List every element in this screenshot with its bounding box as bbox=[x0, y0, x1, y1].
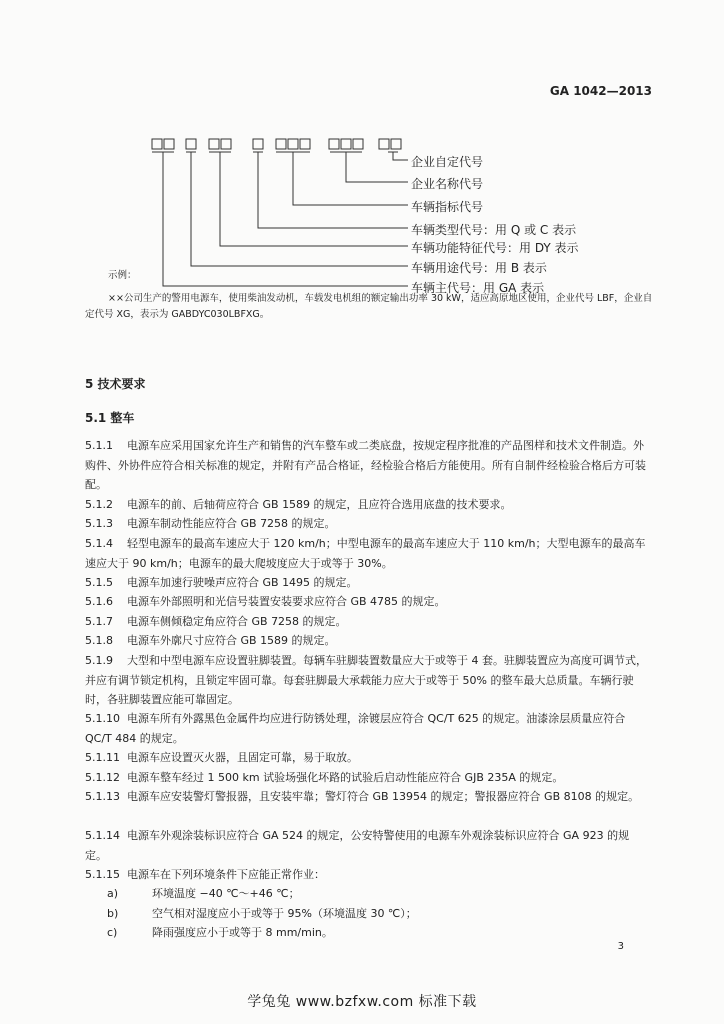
list-text: 降雨强度应小于或等于 8 mm/min。 bbox=[152, 926, 333, 940]
diagram-label-index-code: 车辆指标代号 bbox=[411, 200, 484, 214]
clause-number: 5.1.15 bbox=[85, 868, 120, 881]
clause-number: 5.1.12 bbox=[85, 771, 120, 784]
diagram-label-company-code: 企业名称代号 bbox=[411, 177, 484, 191]
clause-5-1-2 bbox=[85, 495, 650, 515]
clause-text: 电源车所有外露黑色金属件均应进行防锈处理，涂镀层应符合 QC/T 625 的规定。油漆涂层质量应符合 QC/T 484 的规定。 bbox=[85, 712, 626, 745]
clause-number: 5.1.9 bbox=[85, 654, 113, 667]
example-title: 示例： bbox=[108, 270, 137, 281]
clause-text: 电源车应安装警灯警报器，且安装牢靠；警灯符合 GB 13954 的规定；警报器应符合 GB 8108 的规定。 bbox=[127, 790, 640, 803]
standard-code: GA 1042—2013 bbox=[549, 84, 652, 98]
clause-5-1-1 bbox=[85, 436, 650, 495]
clause-5-1-10 bbox=[85, 709, 650, 748]
clause-text: 电源车在下列环境条件下应能正常作业： bbox=[127, 868, 325, 881]
list-marker: b) bbox=[107, 906, 119, 920]
clause-number: 5.1.6 bbox=[85, 595, 113, 608]
footer-watermark: 学兔兔 www.bzfxw.com 标准下载 bbox=[247, 994, 477, 1010]
clause-number: 5.1.5 bbox=[85, 576, 113, 589]
clause-number: 5.1.4 bbox=[85, 537, 113, 550]
clause-5-1-7 bbox=[85, 612, 650, 632]
diagram-label-type-code: 车辆类型代号：用 Q 或 C 表示 bbox=[411, 223, 577, 237]
clause-5-1-5 bbox=[85, 573, 650, 593]
diagram-label-usage-code: 车辆用途代号：用 B 表示 bbox=[411, 261, 547, 275]
clause-text: 电源车应采用国家允许生产和销售的汽车整车或二类底盘，按规定程序批准的产品图样和技术文件制造。外购件、外协件应符合相关标准的规定，并附有产品合格证，经检验合格后方能使用。所有自制件经检验合格后方可装配。 bbox=[85, 439, 646, 492]
clause-5-1-14 bbox=[85, 826, 650, 865]
clause-number: 5.1.13 bbox=[85, 790, 120, 803]
clause-text: 电源车外部照明和光信号装置安装要求应符合 GB 4785 的规定。 bbox=[127, 595, 446, 608]
clause-text: 电源车应设置灭火器，且固定可靠，易于取放。 bbox=[127, 751, 358, 764]
list-text: 空气相对湿度应小于或等于 95%（环境温度 30 ℃）； bbox=[152, 906, 417, 920]
clause-number: 5.1.11 bbox=[85, 751, 120, 764]
diagram-label-function-code: 车辆功能特征代号：用 DY 表示 bbox=[411, 241, 579, 255]
section-heading-5: 5 技术要求 bbox=[85, 377, 146, 391]
clause-text: 电源车外观涂装标识应符合 GA 524 的规定，公安特警使用的电源车外观涂装标识应符合 GA 923 的规定。 bbox=[85, 829, 630, 862]
clause-number: 5.1.2 bbox=[85, 498, 113, 511]
diagram-label-custom-code: 企业自定代号 bbox=[411, 155, 484, 169]
list-marker: a) bbox=[107, 887, 119, 900]
clause-number: 5.1.1 bbox=[85, 439, 113, 452]
conditions-list bbox=[85, 884, 417, 943]
clause-number: 5.1.3 bbox=[85, 517, 113, 530]
clause-5-1-15 bbox=[85, 865, 650, 885]
clause-5-1-8 bbox=[85, 631, 650, 651]
code-structure-diagram bbox=[0, 0, 724, 300]
list-marker: c) bbox=[107, 926, 118, 940]
clause-text: 电源车侧倾稳定角应符合 GB 7258 的规定。 bbox=[127, 615, 347, 628]
list-item bbox=[85, 923, 417, 943]
clause-5-1-3 bbox=[85, 514, 650, 534]
clause-text: 电源车制动性能应符合 GB 7258 的规定。 bbox=[127, 517, 336, 530]
list-text: 环境温度 −40 ℃～+46 ℃； bbox=[152, 887, 300, 900]
clause-text: 电源车整车经过 1 500 km 试验场强化坏路的试验后启动性能应符合 GJB 235A 的规定。 bbox=[127, 771, 564, 784]
page-number: 3 bbox=[617, 941, 624, 952]
clause-text: 电源车外廓尺寸应符合 GB 1589 的规定。 bbox=[127, 634, 336, 647]
clause-5-1-9 bbox=[85, 651, 650, 710]
clause-5-1-6 bbox=[85, 592, 650, 612]
clause-number: 5.1.14 bbox=[85, 829, 120, 842]
clause-5-1-11 bbox=[85, 748, 650, 768]
example-text: ××公司生产的警用电源车，使用柴油发动机，车载发电机组的额定输出功率 30 kW，适应高原地区使用，企业代号 LBF，企业自定代号 XG，表示为 GABDYC030LBFXG。 bbox=[85, 293, 653, 320]
clause-number: 5.1.8 bbox=[85, 634, 113, 647]
clause-5-1-13 bbox=[85, 787, 650, 807]
section-heading-5-1: 5.1 整车 bbox=[85, 411, 135, 425]
clause-number: 5.1.7 bbox=[85, 615, 113, 628]
clause-5-1-4 bbox=[85, 534, 650, 573]
clause-text: 电源车加速行驶噪声应符合 GB 1495 的规定。 bbox=[127, 576, 358, 589]
clause-text: 电源车的前、后轴荷应符合 GB 1589 的规定，且应符合选用底盘的技术要求。 bbox=[127, 498, 512, 511]
list-item bbox=[85, 904, 417, 924]
clause-number: 5.1.10 bbox=[85, 712, 120, 725]
clause-5-1-12 bbox=[85, 768, 650, 788]
list-item bbox=[85, 884, 417, 904]
clause-text: 轻型电源车的最高车速应大于 120 km/h；中型电源车的最高车速应大于 110 km/h；大型电源车的最高车速应大于 90 km/h；电源车的最大爬坡度应大于或等于 30%。 bbox=[85, 537, 646, 570]
diagram-label-main-code: 车辆主代号：用 GA 表示 bbox=[411, 281, 545, 295]
clause-text: 大型和中型电源车应设置驻脚装置。每辆车驻脚装置数量应大于或等于 4 套。驻脚装置应为高度可调节式，并应有调节锁定机构，且锁定牢固可靠。每套驻脚最大承载能力应大于或等于 50% 的整车最大总质量。车辆行驶时，各驻脚装置应能可靠固定。 bbox=[85, 654, 647, 707]
